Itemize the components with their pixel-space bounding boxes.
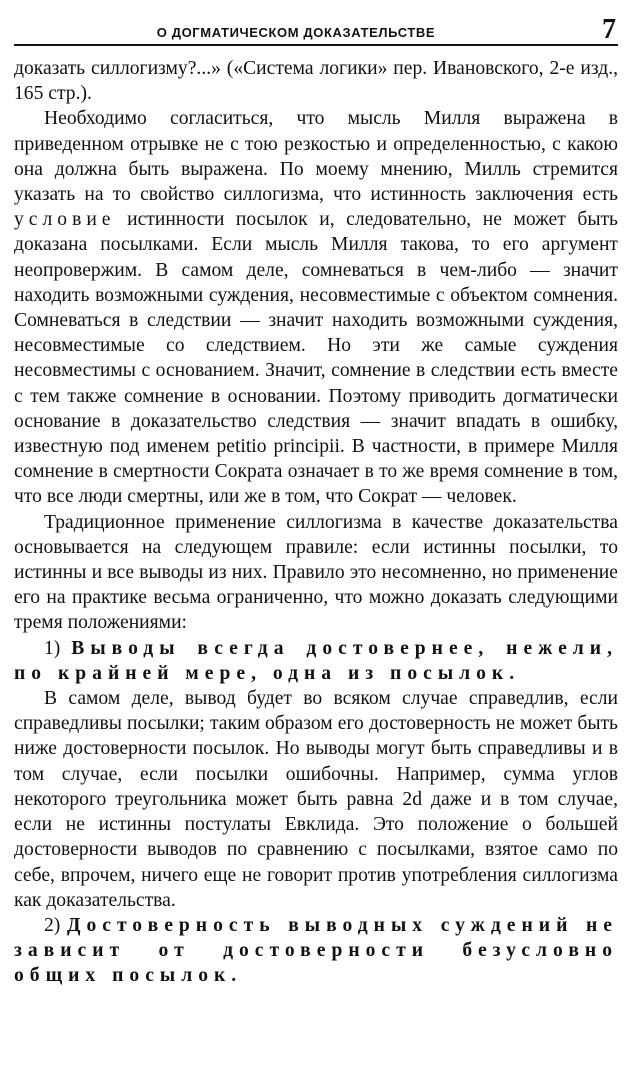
paragraph-text-end: истинности посылок и, следовательно, не может быть доказана посылками. Если мысль Милля такова, то его аргумент неопровержим. В самом деле, сомневаться в чем-либо — значит находить возможными суждения, несовместимые с объектом сомнения. Сомневаться в следствии — значит находить возможными суждения, несовместимые со следствием. Но эти же самые суждения несовместимы с основанием. Значит, сомнение в следствии есть вместе с тем также сомнение в основании. Поэтому приводить догматически основание в доказательство следствия — значит впадать в ошибку, известную под именем petitio principii. В частности, в примере Милля сомнение в смертности Сократа означает в то же время сомнение в том, что все люди смертны, или же в том, что Сократ — человек.: [14, 209, 618, 508]
proposition-2: [14, 913, 618, 989]
proposition-statement: Выводы всегда достовернее, нежели, по крайней мере, одна из посылок.: [14, 637, 618, 684]
book-page: [14, 10, 618, 1060]
proposition-number: 1): [44, 637, 61, 659]
paragraph-text: В самом деле, вывод будет во всяком случае справедлив, если справедливы посылки; таким образом его достоверность не может быть ниже достоверности посылок. Но выводы могут быть справедливы и в том случае, если посылки ошибочны. Например, сумма углов некоторого треугольника может быть равна 2d даже и в том случае, если не истинны постулаты Евклида. Это положение о большей достоверности выводов по сравнению с посылками, взятое само по себе, впрочем, ничего еще не говорит против употребления силлогизма как доказательства.: [14, 688, 618, 911]
paragraph-mill-argument: [14, 106, 618, 509]
proposition-number: 2): [44, 914, 61, 936]
running-title: О ДОГМАТИЧЕСКОМ ДОКАЗАТЕЛЬСТВЕ: [156, 25, 436, 40]
paragraph-text-start: Необходимо согласиться, что мысль Милля выражена в приведенном отрывке не с тою резкостью и определенностью, с какою она должна быть выражена. По моему мнению, Милль стремится указать на то свойство силлогизма, что истинность заключения есть: [14, 108, 618, 206]
emphasized-word: условие: [14, 209, 116, 231]
paragraph-text: Традиционное применение силлогизма в качестве доказательства основывается на следующем правиле: если истинны посылки, то истинны и все выводы из них. Правило это несомненно, но применение его на практике весьма ограниченно, что можно доказать следующими тремя положениями:: [14, 511, 618, 634]
paragraph-text: доказать силлогизму?...» («Система логики» пер. Ивановского, 2-е изд., 165 стр.).: [14, 58, 618, 105]
paragraph-reliability: [14, 686, 618, 913]
proposition-statement: Достоверность выводных суждений не зависит от достоверности безусловно общих посылок.: [14, 914, 618, 987]
page-number: 7: [602, 14, 616, 45]
proposition-1: [14, 636, 618, 686]
paragraph-quote-ending: [14, 56, 618, 106]
running-header: [14, 10, 618, 46]
body-text: [14, 56, 618, 989]
paragraph-traditional-use: [14, 510, 618, 636]
